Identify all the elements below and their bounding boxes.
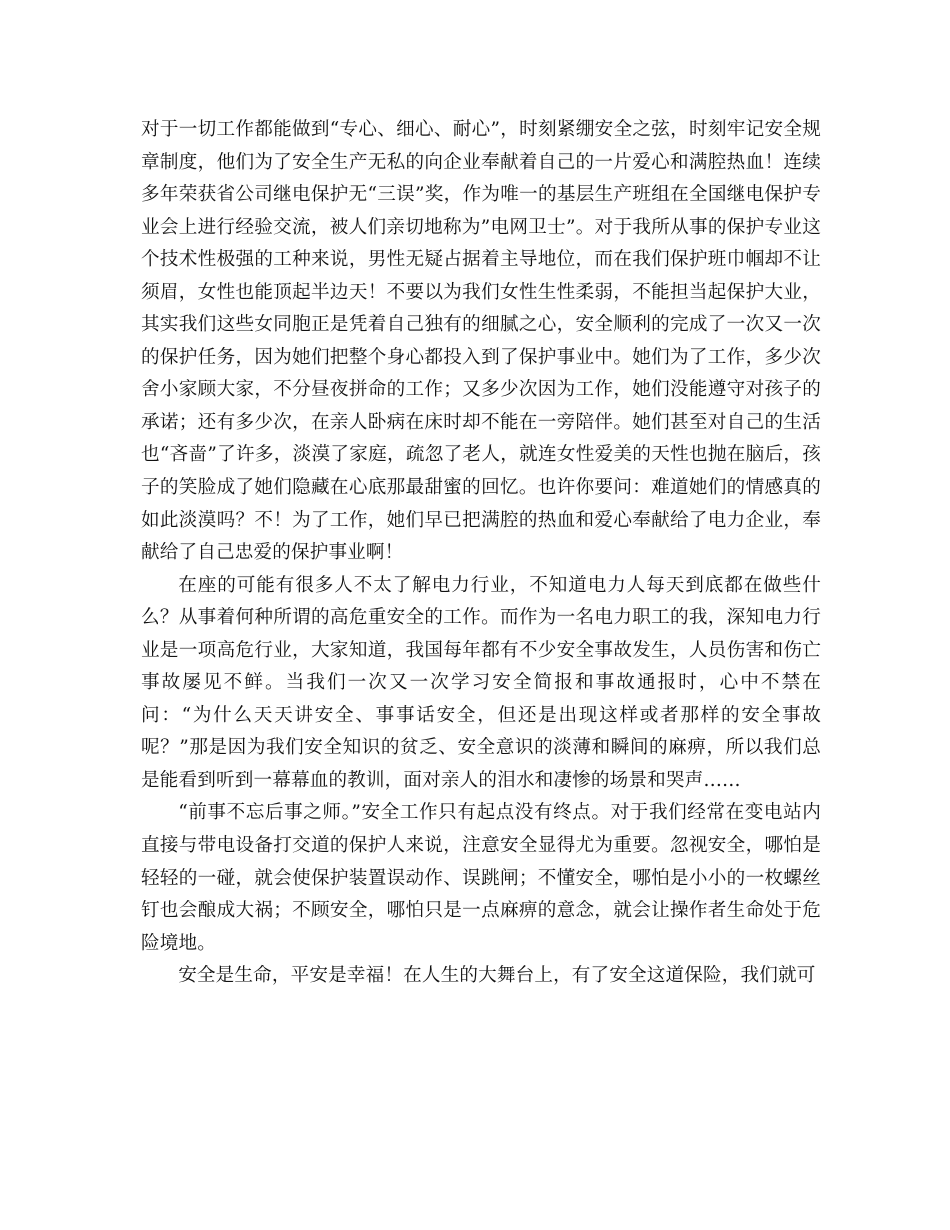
paragraph-2: 在座的可能有很多人不太了解电力行业，不知道电力人每天到底都在做些什么？从事着何种所谓的高危重安全的工作。而作为一名电力职工的我，深知电力行业是一项高危行业，大家知道，我国每年都有不少安全事故发生，人员伤害和伤亡事故屡见不鲜。当我们一次又一次学习安全简报和事故通报时，心中不禁在问：“为什么天天讲安全、事事话安全，但还是出现这样或者那样的安全事故呢？”那是因为我们安全知识的贫乏、安全意识的淡薄和瞬间的麻痹，所以我们总是能看到听到一幕幕血的教训，面对亲人的泪水和凄惨的场景和哭声…… [141, 574, 821, 791]
paragraph-4: 安全是生命，平安是幸福！在人生的大舞台上，有了安全这道保险，我们就可 [178, 965, 816, 987]
document-body [141, 114, 821, 993]
paragraph-3: “前事不忘后事之师。”安全工作只有起点没有终点。对于我们经常在变电站内直接与带电设备打交道的保护人来说，注意安全显得尤为重要。忽视安全，哪怕是轻轻的一碰，就会使保护装置误动作、误跳闸；不懂安全，哪怕是小小的一枚螺丝钉也会酿成大祸；不顾安全，哪怕只是一点麻痹的意念，就会让操作者生命处于危险境地。 [141, 802, 821, 954]
paragraph-1: 对于一切工作都能做到“专心、细心、耐心”，时刻紧绷安全之弦，时刻牢记安全规章制度，他们为了安全生产无私的向企业奉献着自己的一片爱心和满腔热血！连续多年荣获省公司继电保护无“三误”奖，作为唯一的基层生产班组在全国继电保护专业会上进行经验交流，被人们亲切地称为”电网卫士”。对于我所从事的保护专业这个技术性极强的工种来说，男性无疑占据着主导地位，而在我们保护班巾帼却不让须眉，女性也能顶起半边天！不要以为我们女性生性柔弱，不能担当起保护大业，其实我们这些女同胞正是凭着自己独有的细腻之心，安全顺利的完成了一次又一次的保护任务，因为她们把整个身心都投入到了保护事业中。她们为了工作，多少次舍小家顾大家，不分昼夜拼命的工作；又多少次因为工作，她们没能遵守对孩子的承诺；还有多少次，在亲人卧病在床时却不能在一旁陪伴。她们甚至对自己的生活也“吝啬”了许多，淡漠了家庭，疏忽了老人，就连女性爱美的天性也抛在脑后，孩子的笑脸成了她们隐藏在心底那最甜蜜的回忆。也许你要问：难道她们的情感真的如此淡漠吗？不！为了工作，她们早已把满腔的热血和爱心奉献给了电力企业，奉献给了自己忠爱的保护事业啊！ [141, 119, 821, 564]
